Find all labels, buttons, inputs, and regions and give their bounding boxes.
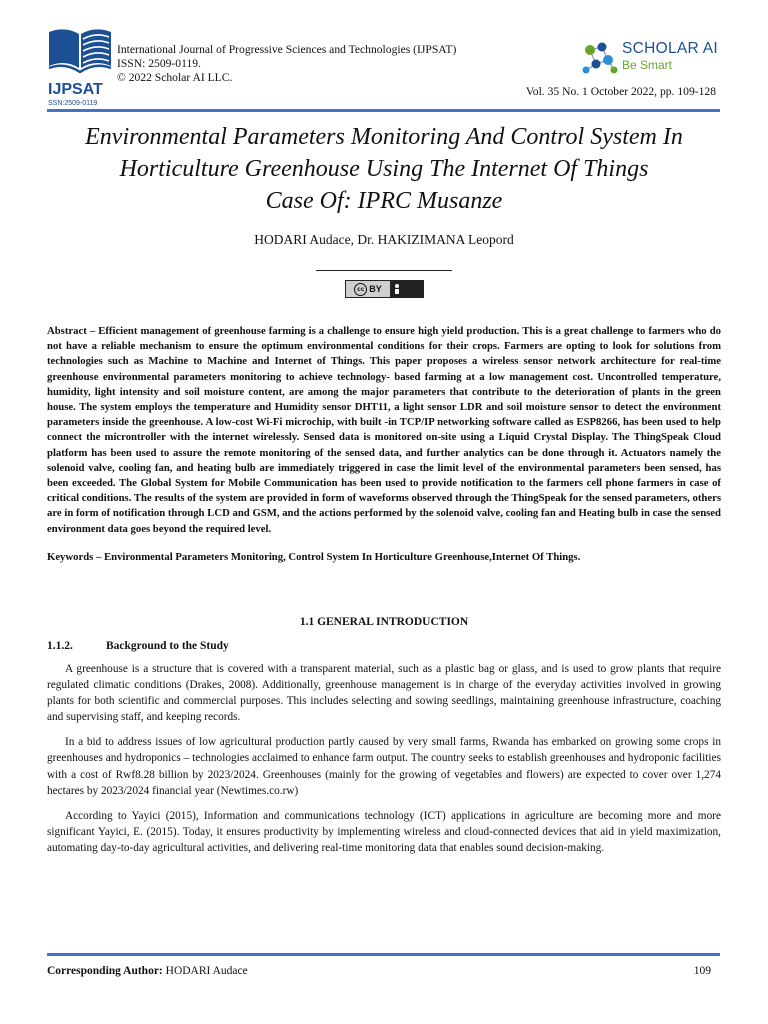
scholar-ai-molecule-icon: [578, 38, 620, 78]
cc-symbol: cc: [354, 283, 367, 296]
corresponding-author-label: Corresponding Author:: [47, 965, 163, 977]
footer-rule: [47, 953, 720, 956]
title-line: Case Of: IPRC Musanze: [265, 188, 503, 214]
logo-issn: SSN:2509-0119: [48, 100, 98, 107]
logo-wordmark: IJPSAT: [48, 81, 103, 98]
subsection-heading: [47, 640, 229, 652]
corresponding-author-name: HODARI Audace: [165, 965, 248, 977]
keywords: Keywords – Environmental Parameters Monitoring, Control System In Horticulture Greenhouse,Internet Of Things.: [47, 551, 581, 563]
body-text: [47, 661, 721, 865]
subsection-title: Background to the Study: [106, 640, 229, 652]
cc-by-license-badge[interactable]: [345, 280, 424, 298]
title-line: Environmental Parameters Monitoring And Control System In: [85, 124, 683, 150]
paragraph: In a bid to address issues of low agricultural production partly caused by very small farms, Rwanda has embarked on growing some crops in greenhouses and hydroponics – technologies acclaimed to enhance farm output. The country seeks to establish greenhouses and hydroponic facilities with a cost of Rwf8.28 billion by 2023/2024. Greenhouses (mainly for the growing of vegetables and flowers) are expected to cover over 1,274 hectares by 2023/2024 financial year (Newtimes.co.rw): [47, 736, 721, 797]
page-footer: [47, 965, 711, 977]
cc-by-person-icon: [390, 281, 423, 297]
paragraph: According to Yayici (2015), Information and communications technology (ICT) applications in agriculture are becoming more and more significant Yayici, E. (2015). Today, it ensures productivity by implementing wireless and cloud-connected devices that aid in yield maximization, automating day-to-day agricultural activities, and delivering real-time monitoring data that enables sound decision-making.: [47, 809, 721, 854]
journal-copyright: © 2022 Scholar AI LLC.: [117, 71, 233, 84]
page-header: [0, 0, 768, 112]
section-heading: 1.1 GENERAL INTRODUCTION: [299, 616, 469, 628]
cc-icon: [346, 281, 390, 297]
title-line: Horticulture Greenhouse Using The Internet Of Things: [119, 156, 649, 182]
scholar-ai-logo: [578, 38, 728, 78]
journal-issn: ISSN: 2509-0119.: [117, 57, 201, 70]
page-number: 109: [693, 965, 711, 977]
author-divider: [316, 270, 452, 271]
subsection-number: 1.1.2.: [47, 640, 73, 652]
journal-info: [117, 43, 456, 85]
header-rule: [47, 109, 720, 112]
volume-info: Vol. 35 No. 1 October 2022, pp. 109-128: [525, 85, 716, 98]
cc-by-label: BY: [369, 284, 382, 294]
corresponding-author: [47, 965, 248, 977]
abstract: Abstract – Efficient management of greenhouse farming is a challenge to ensure high yield production. This is a great challenge to farmers who do not have a reliable mechanism to ensure the optimum environmental conditions for their crops. Farmers are opting to look for solutions from technologies such as Machine to Machine and Internet of Things. This paper proposes a wireless sensor network architecture for real-time greenhouse environmental parameters monitoring to achieve technology- based farming at a low management cost. Uncontrolled temperature, humidity, light intensity and soil moisture content, are among the major parameters that contribute to the deterioration of plants in the green house. The system employs the temperature and Humidity sensor DHT11, a light sensor LDR and soil moisture sensor to detect the environment parameters inside the greenhouse. A low-cost Wi-Fi microchip, with built -in TCP/IP networking software called as ESP8266, has been used to help connect the microntroller with the internet wirelessly. Sensed data is monitored on-site using a Liquid Crystal Display. The ThingSpeak Cloud platform has been used to assure the remote monitoring of the sensed data, and further analytics can be done through it. Actuators namely the solenoid valve, cooling fan, and heating bulb are immediately triggered in case the limit level of the environmental parameters been sensed, has been exceeded. The Global System for Mobile Communication has been used to provide notification to the farmers cell phone farmers in case of critical conditions. The results of the system are provided in form of waveforms observed through the ThingSpeak for the sensed parameters, others are in form of notification through LCD and GSM, and the actions performed by the solenoid valve, cooling fan and Heating bulb in case the sensed environment data goes beyond the required level.: [47, 325, 721, 535]
author-list: HODARI Audace, Dr. HAKIZIMANA Leopord: [254, 232, 514, 247]
paragraph: A greenhouse is a structure that is covered with a transparent material, such as a plastic bag or glass, and is used to grow plants that require regulated climatic conditions (Drakes, 2008). Additionally, greenhouse management is in charge of the everyday activities involved in growing plants for both scientific and commercial purposes. This includes selecting and sowing seedlings, maintaining greenhouse infrastructure, coaching and supervising staff, and keeping records.: [47, 663, 721, 724]
publisher-name: SCHOLAR AI: [622, 40, 719, 57]
journal-name: International Journal of Progressive Sciences and Technologies (IJPSAT): [117, 43, 457, 56]
ijpsat-logo-icon: [45, 26, 115, 108]
publisher-tagline: Be Smart: [622, 58, 673, 72]
paper-title: [40, 121, 728, 217]
